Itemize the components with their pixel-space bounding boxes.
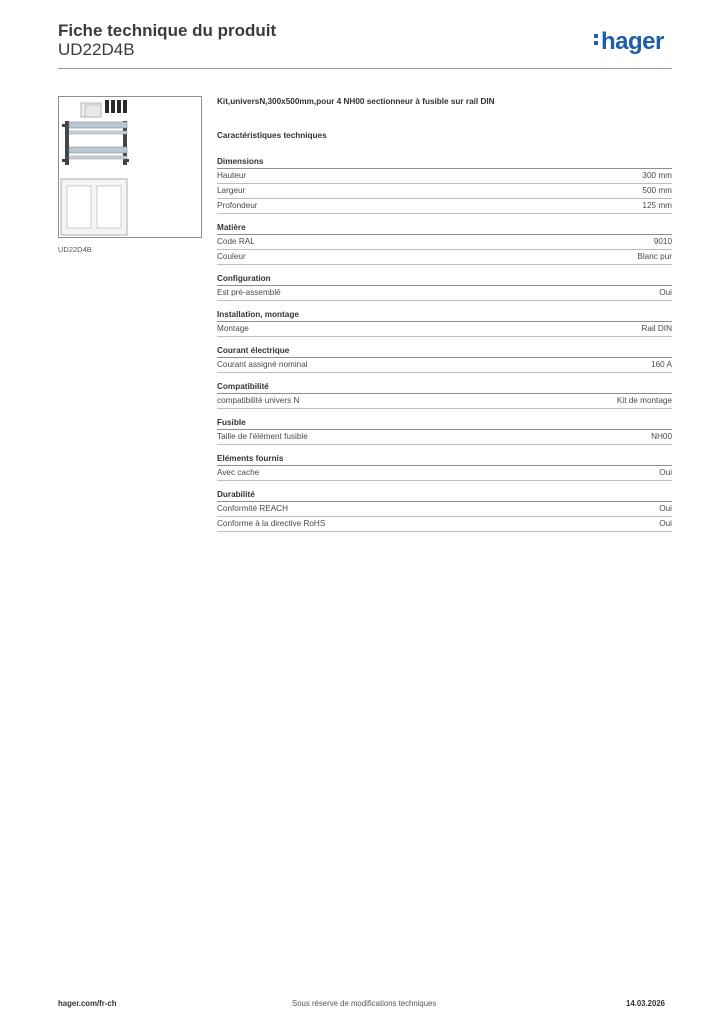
- spec-value: Rail DIN: [641, 324, 672, 333]
- spec-value: 125 mm: [642, 201, 672, 210]
- spec-row: [217, 322, 672, 337]
- spec-label: Hauteur: [217, 171, 247, 180]
- footer-notice: Sous réserve de modifications techniques: [292, 999, 437, 1008]
- footer-date: 14.03.2026: [626, 999, 666, 1008]
- group-title: Eléments fournis: [217, 453, 672, 466]
- spec-label: Largeur: [217, 186, 246, 195]
- footer-website-link[interactable]: hager.com/fr-ch: [58, 999, 117, 1008]
- spec-label: Avec cache: [217, 468, 260, 477]
- logo-text: hager: [601, 28, 664, 55]
- spec-label: Est pré-assemblé: [217, 288, 281, 297]
- spec-label: Profondeur: [217, 201, 258, 210]
- spec-value: Oui: [659, 504, 672, 513]
- specs-table: [217, 156, 672, 540]
- group-title: Configuration: [217, 273, 672, 286]
- group-title: Fusible: [217, 417, 672, 430]
- logo-colon-icon: [594, 31, 599, 48]
- group-dimensions: [217, 156, 672, 214]
- spec-row: [217, 430, 672, 445]
- spec-row: [217, 466, 672, 481]
- product-code: UD22D4B: [58, 40, 135, 59]
- spec-value: NH00: [651, 432, 672, 441]
- spec-label: Conformité REACH: [217, 504, 288, 513]
- spec-value: Oui: [659, 519, 672, 528]
- spec-value: 300 mm: [642, 171, 672, 180]
- group-compatibilite: [217, 381, 672, 409]
- group-installation: [217, 309, 672, 337]
- group-title: Compatibilité: [217, 381, 672, 394]
- spec-row: [217, 169, 672, 184]
- group-configuration: [217, 273, 672, 301]
- spec-value: Oui: [659, 468, 672, 477]
- header-divider: [58, 68, 672, 69]
- group-title: Dimensions: [217, 156, 672, 169]
- image-caption: UD22D4B: [58, 245, 92, 254]
- product-illustration-icon: [59, 97, 201, 237]
- spec-label: Courant assigné nominal: [217, 360, 308, 369]
- spec-value: Kit de montage: [616, 396, 672, 405]
- group-title: Durabilité: [217, 489, 672, 502]
- spec-value: 160 A: [651, 360, 672, 369]
- spec-row: [217, 250, 672, 265]
- section-heading: Caractéristiques techniques: [217, 131, 327, 140]
- group-elements-fournis: [217, 453, 672, 481]
- page-title: Fiche technique du produit: [58, 21, 277, 40]
- spec-value: 9010: [653, 237, 672, 246]
- spec-label: Code RAL: [217, 237, 255, 246]
- group-durabilite: [217, 489, 672, 532]
- product-image: [58, 96, 202, 238]
- group-title: Courant électrique: [217, 345, 672, 358]
- spec-row: [217, 358, 672, 373]
- spec-label: Couleur: [217, 252, 246, 261]
- spec-label: Taille de l'élément fusible: [217, 432, 308, 441]
- group-courant: [217, 345, 672, 373]
- spec-row: [217, 502, 672, 517]
- spec-row: [217, 199, 672, 214]
- spec-row: [217, 184, 672, 199]
- spec-value: Oui: [659, 288, 672, 297]
- spec-row: [217, 235, 672, 250]
- spec-label: Conforme à la directive RoHS: [217, 519, 326, 528]
- spec-label: Montage: [217, 324, 249, 333]
- group-matiere: [217, 222, 672, 265]
- group-title: Matière: [217, 222, 672, 235]
- spec-value: 500 mm: [642, 186, 672, 195]
- spec-row: [217, 517, 672, 532]
- product-description: Kit,universN,300x500mm,pour 4 NH00 sectionneur à fusible sur rail DIN: [217, 97, 495, 106]
- group-fusible: [217, 417, 672, 445]
- group-title: Installation, montage: [217, 309, 672, 322]
- spec-row: [217, 286, 672, 301]
- hager-logo: [594, 28, 664, 56]
- spec-row: [217, 394, 672, 409]
- spec-label: compatibilité univers N: [217, 396, 300, 405]
- spec-value: Blanc pur: [637, 252, 672, 261]
